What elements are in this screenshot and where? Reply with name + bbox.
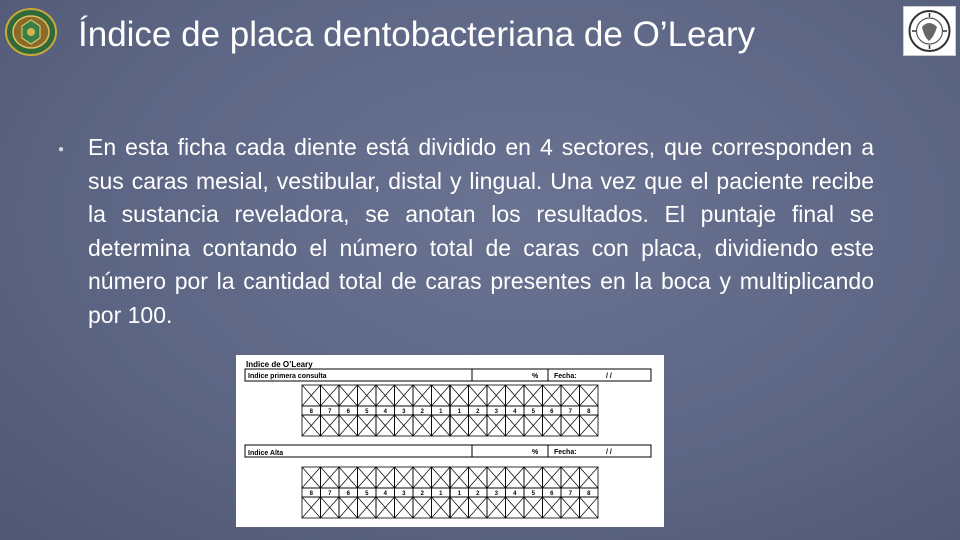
grid2-upper-tooth: [450, 467, 469, 488]
section2-percent: %: [532, 449, 539, 456]
grid1-lower-tooth: [506, 415, 525, 436]
grid1-upper-tooth: [469, 385, 488, 406]
grid2-lower-tooth: [339, 497, 358, 518]
grid1-upper-tooth: [450, 385, 469, 406]
grid1-lower-tooth: [487, 415, 506, 436]
grid2-upper-tooth: [506, 467, 525, 488]
section2-label: Indice Alta: [248, 450, 284, 457]
grid1-tooth-number: 3: [494, 409, 498, 415]
grid1-upper-tooth: [376, 385, 395, 406]
grid2-upper-tooth: [580, 467, 599, 488]
grid2-lower-tooth: [395, 497, 414, 518]
grid1-tooth-number: 5: [531, 409, 535, 415]
grid2-upper-tooth: [358, 467, 377, 488]
grid2-tooth-number: 3: [494, 491, 498, 497]
grid1-upper-tooth: [543, 385, 562, 406]
grid2-tooth-number: 8: [587, 491, 591, 497]
grid2-tooth-number: 8: [309, 491, 313, 497]
grid1-lower-tooth: [358, 415, 377, 436]
grid1-lower-tooth: [432, 415, 451, 436]
grid2-tooth-number: 7: [328, 491, 332, 497]
grid2-tooth-number: 3: [402, 491, 406, 497]
grid1-lower-tooth: [302, 415, 321, 436]
grid1-tooth-number: 1: [457, 409, 461, 415]
grid1-tooth-number: 7: [328, 409, 332, 415]
grid2-upper-tooth: [302, 467, 321, 488]
grid1-lower-tooth: [450, 415, 469, 436]
grid2-lower-tooth: [469, 497, 488, 518]
grid2-tooth-number: 2: [476, 491, 480, 497]
grid1-lower-tooth: [321, 415, 340, 436]
grid2-tooth-number: 4: [513, 491, 517, 497]
tooth-grid-discharge: [302, 467, 598, 518]
section1-label: Indice primera consulta: [248, 373, 327, 380]
grid1-upper-tooth: [524, 385, 543, 406]
figure-heading: Indice de O’Leary: [246, 360, 313, 369]
grid1-upper-tooth: [506, 385, 525, 406]
bullet-marker: ●: [58, 144, 65, 155]
grid2-upper-tooth: [413, 467, 432, 488]
grid1-lower-tooth: [580, 415, 599, 436]
grid1-tooth-number: 4: [383, 409, 387, 415]
grid2-lower-tooth: [358, 497, 377, 518]
grid1-upper-tooth: [321, 385, 340, 406]
grid2-lower-tooth: [543, 497, 562, 518]
grid2-tooth-number: 2: [420, 491, 424, 497]
grid2-upper-tooth: [543, 467, 562, 488]
grid2-lower-tooth: [413, 497, 432, 518]
section1-percent: %: [532, 373, 539, 380]
grid1-tooth-number: 6: [550, 409, 554, 415]
grid2-lower-tooth: [580, 497, 599, 518]
section2-date: / /: [606, 449, 612, 456]
grid2-upper-tooth: [487, 467, 506, 488]
grid1-upper-tooth: [432, 385, 451, 406]
grid1-lower-tooth: [469, 415, 488, 436]
grid1-lower-tooth: [561, 415, 580, 436]
grid2-upper-tooth: [395, 467, 414, 488]
grid1-upper-tooth: [580, 385, 599, 406]
oleary-chart-figure: [236, 355, 664, 527]
grid2-upper-tooth: [376, 467, 395, 488]
grid2-lower-tooth: [321, 497, 340, 518]
grid1-tooth-number: 1: [439, 409, 443, 415]
grid1-upper-tooth: [561, 385, 580, 406]
section1-date: / /: [606, 373, 612, 380]
grid2-tooth-number: 1: [457, 491, 461, 497]
grid2-lower-tooth: [450, 497, 469, 518]
grid1-upper-tooth: [302, 385, 321, 406]
grid2-tooth-number: 6: [346, 491, 350, 497]
grid2-tooth-number: 1: [439, 491, 443, 497]
tooth-grid-first-visit: [302, 385, 598, 436]
grid1-tooth-number: 7: [568, 409, 572, 415]
grid2-lower-tooth: [376, 497, 395, 518]
grid2-upper-tooth: [469, 467, 488, 488]
grid2-tooth-number: 5: [531, 491, 535, 497]
grid1-lower-tooth: [395, 415, 414, 436]
grid2-tooth-number: 6: [550, 491, 554, 497]
grid1-tooth-number: 3: [402, 409, 406, 415]
grid2-tooth-number: 4: [383, 491, 387, 497]
grid2-tooth-number: 5: [365, 491, 369, 497]
grid1-lower-tooth: [339, 415, 358, 436]
slide-title: Índice de placa dentobacteriana de O’Leary: [78, 15, 756, 54]
grid1-tooth-number: 2: [420, 409, 424, 415]
grid2-lower-tooth: [506, 497, 525, 518]
grid2-lower-tooth: [302, 497, 321, 518]
grid2-tooth-number: 7: [568, 491, 572, 497]
grid2-upper-tooth: [524, 467, 543, 488]
grid2-upper-tooth: [432, 467, 451, 488]
grid2-upper-tooth: [339, 467, 358, 488]
section2-fecha: Fecha:: [554, 449, 577, 456]
grid1-tooth-number: 5: [365, 409, 369, 415]
grid1-upper-tooth: [339, 385, 358, 406]
grid1-upper-tooth: [413, 385, 432, 406]
grid1-tooth-number: 4: [513, 409, 517, 415]
grid2-lower-tooth: [524, 497, 543, 518]
grid1-lower-tooth: [524, 415, 543, 436]
grid1-lower-tooth: [543, 415, 562, 436]
grid2-upper-tooth: [321, 467, 340, 488]
university-seal-icon: [4, 6, 58, 58]
grid1-upper-tooth: [395, 385, 414, 406]
body-paragraph: En esta ficha cada diente está dividido en 4 sectores, que corresponden a sus caras mesial, vestibular, distal y lingual. Una vez que el paciente recibe la sustancia reveladora, se anotan los resultados. El puntaje final se determina contando el número total de caras con placa, dividiendo este número por la cantidad total de caras presentes en la boca y multiplicando por 100.: [88, 134, 874, 328]
grid2-upper-tooth: [561, 467, 580, 488]
grid1-tooth-number: 6: [346, 409, 350, 415]
grid1-tooth-number: 8: [309, 409, 313, 415]
grid1-upper-tooth: [358, 385, 377, 406]
grid1-tooth-number: 8: [587, 409, 591, 415]
grid1-upper-tooth: [487, 385, 506, 406]
section1-fecha: Fecha:: [554, 373, 577, 380]
grid2-lower-tooth: [487, 497, 506, 518]
faculty-emblem-icon: [903, 6, 956, 56]
grid2-lower-tooth: [561, 497, 580, 518]
grid1-lower-tooth: [376, 415, 395, 436]
grid1-lower-tooth: [413, 415, 432, 436]
grid1-tooth-number: 2: [476, 409, 480, 415]
grid2-lower-tooth: [432, 497, 451, 518]
